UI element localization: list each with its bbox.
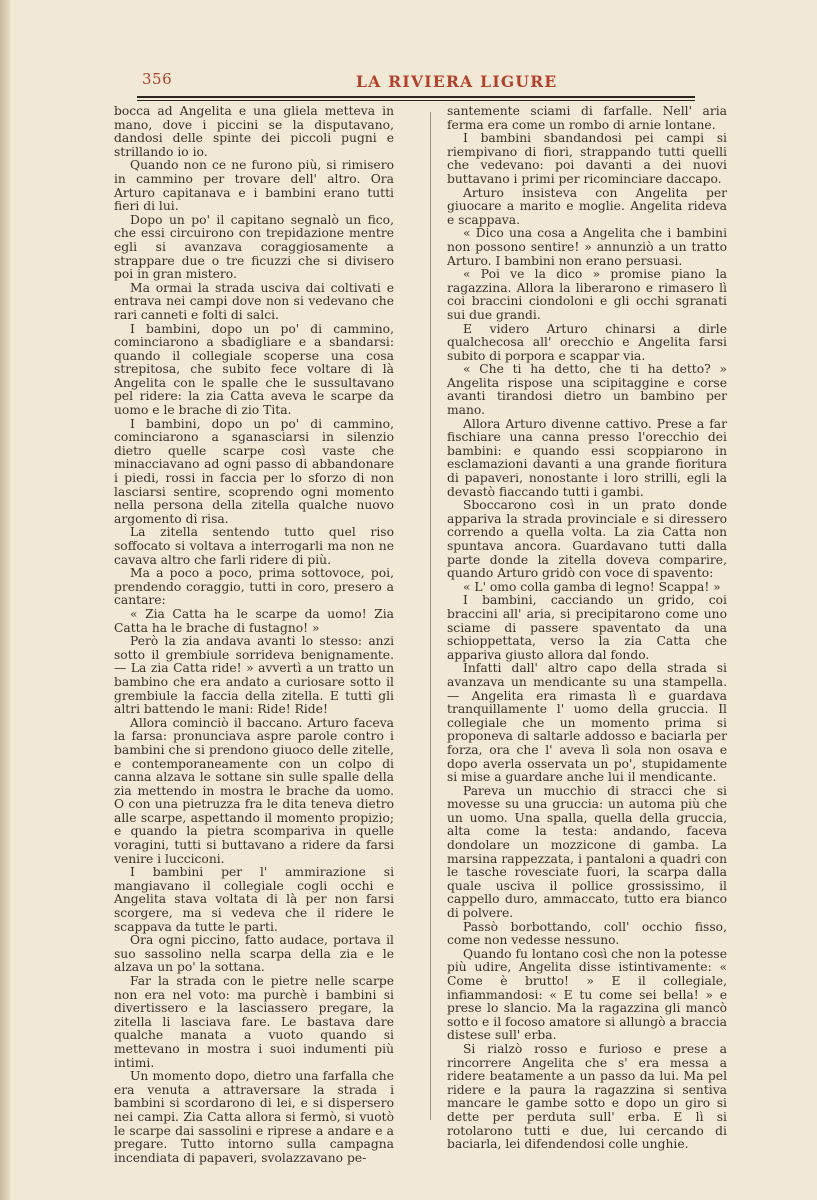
paragraph: Sboccarono così in un prato donde appariva la strada provinciale e si diressero correndo a quella volta. La zia Catta non spuntava ancora. Guardavano tutti dalla parte donde la zitella doveva comparire, quando Arturo gridò con voce di spavento:	[447, 498, 727, 581]
header-rule	[137, 96, 695, 98]
paragraph: Pareva un mucchio di stracci che si movesse su una gruccia: un automa più che un uomo. Una spalla, quella della gruccia, alta come la testa: andando, faceva dondolare un mozzicone di gamba. La marsina rappezzata, i pantaloni a quadri con le tasche rovesciate fuori, la scarpa dalla quale usciva il pollice grossissimo, il cappello duro, ammaccato, tutto era bianco di polvere.	[447, 783, 727, 921]
paragraph: E videro Arturo chinarsi a dirle qualchecosa all' orecchio e Angelita farsi subito di porpora e scappar via.	[447, 321, 727, 363]
left-column	[114, 105, 394, 1165]
header-rule-thin	[137, 100, 695, 101]
paragraph: Un momento dopo, dietro una farfalla che era venuta a attraversare la strada i bambini si scordarono di lei, e si dispersero nei campi. Zia Catta allora si fermò, si vuotò le scarpe dai sassolini e riprese a andare e a pregare. Tutto intorno sulla campagna incendiata di papaveri, svolazzavano pe-	[114, 1069, 394, 1165]
right-column	[447, 105, 727, 1152]
paragraph: Si rialzò rosso e furioso e prese a rincorrere Angelita che s' era messa a ridere beatamente a un passo da lui. Ma pel ridere e la paura la ragazzina si sentiva mancare le gambe sotto e dopo un giro si dette per perduta sull' erba. E lì si rotolarono tutti e due, lui cercando di baciarla, lei difendendosi colle unghie.	[447, 1041, 727, 1152]
paragraph: Ma a poco a poco, prima sottovoce, poi, prendendo coraggio, tutti in coro, presero a cantare:	[114, 566, 394, 608]
paragraph: I bambini sbandandosi pei campi si riempivano di fiori, strappando tutti quelli che vedevano: poi davanti a dei nuovi buttavano i primi per ricominciare daccapo.	[447, 131, 727, 186]
page-spine	[0, 0, 10, 1200]
paragraph: I bambini, cacciando un grido, coi braccini all' aria, si precipitarono come uno sciame di passere spaventato da una schioppettata, verso la zia Catta che appariva giusto allora dal fondo.	[447, 593, 727, 662]
paragraph: Far la strada con le pietre nelle scarpe non era nel voto: ma purchè i bambini si divertissero e la lasciassero pregare, la zitella li lasciava fare. Le bastava dare qualche manata a vuoto quando si mettevano in mostra i suoi indumenti più intimi.	[114, 974, 394, 1070]
paragraph: Allora cominciò il baccano. Arturo faceva la farsa: pronunciava aspre parole contro i bambini che si prendono giuoco delle zitelle, e contemporaneamente con un colpo di canna alzava le sottane sin sulle spalle della zia mettendo in mostra le brache da uomo. O con una pietruzza fra le dita teneva dietro alle scarpe, aspettando il momento propizio; e quando la pietra scompariva in quelle voragini, tutti si buttavano a ridere da farsi venire i lucciconi.	[114, 715, 394, 866]
paragraph: Dopo un po' il capitano segnalò un fico, che essi circuirono con trepidazione mentre egli si avanzava coraggiosamente a strappare due o tre ficuzzi che si divisero poi in gran mistero.	[114, 212, 394, 282]
paragraph: bocca ad Angelita e una gliela metteva in mano, dove i piccini se la disputavano, dandosi delle spinte dei piccoli pugni e strillando io io.	[114, 104, 394, 159]
paragraph: I bambini per l' ammirazione si mangiavano il collegiale cogli occhi e Angelita stava voltata di là per non farsi scorgere, ma si vedeva che il ridere le scappava da tutte le parti.	[114, 865, 394, 934]
paragraph: La zitella sentendo tutto quel riso soffocato si voltava a interrogarli ma non ne cavava altro che farli ridere di più.	[114, 525, 394, 567]
paragraph: Ora ogni piccino, fatto audace, portava il suo sassolino nella scarpa della zia e le alzava un po' la sottana.	[114, 933, 394, 975]
paragraph: Ma ormai la strada usciva dai coltivati e entrava nei campi dove non si vedevano che rari canneti e folti di salci.	[114, 280, 394, 322]
paragraph: Quando non ce ne furono più, si rimisero in cammino per trovare dell' altro. Ora Arturo capitanava e i bambini erano tutti fieri di lui.	[114, 158, 394, 214]
paragraph: « Poi ve la dico » promise piano la ragazzina. Allora la liberarono e rimasero lì coi braccini ciondoloni e gli occhi sgranati sui due grandi.	[447, 267, 727, 322]
song-verse: « Zia Catta ha le scarpe da uomo! Zia Catta ha le brache di fustagno! »	[114, 606, 394, 635]
page-header	[0, 0, 817, 110]
paragraph: santemente sciami di farfalle. Nell' aria ferma era come un rombo di arnie lontane.	[447, 104, 727, 132]
column-divider	[430, 112, 431, 1120]
paragraph: Allora Arturo divenne cattivo. Prese a far fischiare una canna presso l'orecchio dei bambini: e quando essi scoppiarono in esclamazioni davanti a una grande fioritura di papaveri, nonostante i loro strilli, egli la devastò fiaccando tutti i gambi.	[447, 416, 727, 499]
masthead-title: LA RIVIERA LIGURE	[356, 72, 558, 91]
paragraph: Quando fu lontano così che non la potesse più udire, Angelita disse istintivamente: « Come è brutto! » E il collegiale, infiammandosi: « E tu come sei bella! » e prese lo slancio. Ma la ragazzina gli mancò sotto e il focoso amatore si allungò a braccia distese sull' erba.	[447, 946, 727, 1043]
quoted-line: « L' omo colla gamba di legno! Scappa! »	[463, 579, 721, 594]
page-number: 356	[142, 70, 173, 88]
paragraph: I bambini, dopo un po' di cammino, cominciarono a sbadigliare e a sbandarsi: quando il collegiale scoperse una cosa strepitosa, che subito fece voltare di là Angelita con le spalle che le sussultavano pel ridere: la zia Catta aveva le scarpe da uomo e le brache di zio Tita.	[114, 321, 394, 418]
paragraph: « Dico una cosa a Angelita che i bambini non possono sentire! » annunziò a un tratto Arturo. I bambini non erano persuasi.	[447, 226, 727, 268]
paragraph: « Che ti ha detto, che ti ha detto? » Angelita rispose una scipitaggine e corse avanti tirandosi dietro un bambino per mano.	[447, 362, 727, 418]
paragraph: Infatti dall' altro capo della strada si avanzava un mendicante su una stampella. — Angelita era rimasta lì e guardava tranquillamente l' uomo della gruccia. Il collegiale che un momento prima si proponeva di saltarle addosso e baciarla per forza, ora che l' aveva lì sola non osava e dopo averla osservata un po', stupidamente si mise a guardare anche lui il mendicante.	[447, 661, 727, 785]
paragraph: I bambini, dopo un po' di cammino, cominciarono a sganasciarsi in silenzio dietro quelle scarpe così vaste che minacciavano ad ogni passo di abbandonare i piedi, rossi in faccia per lo sforzo di non lasciarsi sentire, scoprendo ogni momento nella persona della zitella qualche nuovo argomento di risa.	[114, 416, 394, 526]
paragraph: Passò borbottando, coll' occhio fisso, come non vedesse nessuno.	[447, 919, 727, 948]
paragraph: Arturo insisteva con Angelita per giuocare a marito e moglie. Angelita rideva e scappava.	[447, 185, 727, 227]
paragraph: Però la zia andava avanti lo stesso: anzi sotto il grembiule sorrideva benignamente. — La zia Catta ride! » avvertì a un tratto un bambino che era andato a curiosare sotto il grembiule la faccia della zitella. E tutti gli altri battendo le mani: Ride! Ride!	[114, 634, 394, 717]
